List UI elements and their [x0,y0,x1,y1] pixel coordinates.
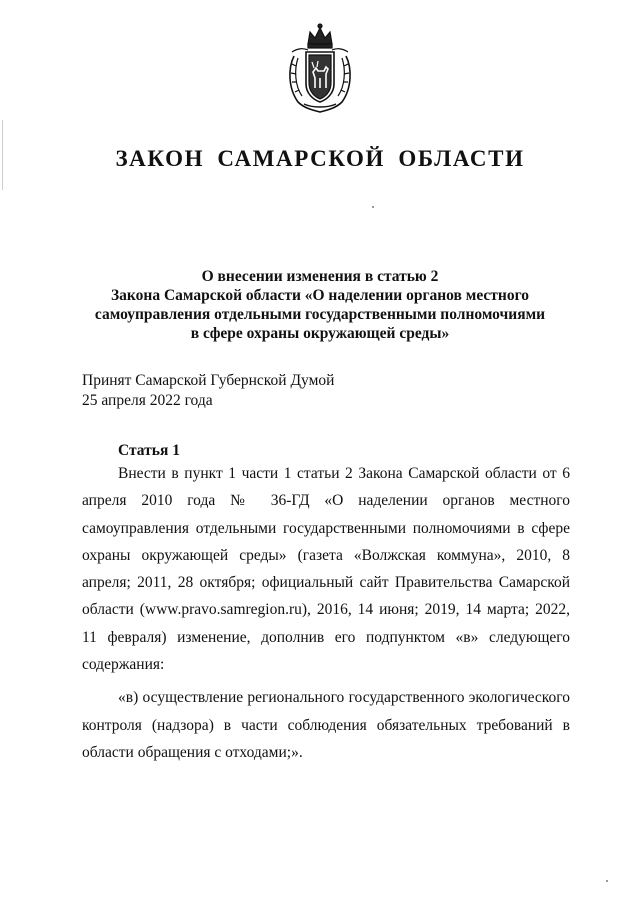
article-paragraph: Внести в пункт 1 части 1 статьи 2 Закона Самарской области от 6 апреля 2010 года № 36-ГД «О наделении органов местного самоуправления отдельными государственными полномочиями в сфере охраны окружающей среды» (газета «Волжская коммуна», 2010, 8 апреля; 2011, 28 октября; официальный сайт Правительства Самарской области (www.pravo.samregion.ru), 2016, 14 июня; 2019, 14 марта; 2022, 11 февраля) изменение, дополнив его подпунктом «в» следующего содержания: [82,465,570,674]
scan-speck [606,880,608,882]
adoption-info [82,371,482,411]
adopted-by: Принят Самарской Губернской Думой [82,372,335,389]
law-subject [90,267,550,343]
article-paragraph: «в) осуществление регионального государственного экологического контроля (надзора) в части соблюдения обязательных требований в области обращения с отходами;». [82,689,570,761]
article-body [82,460,570,766]
article-heading: Статья 1 [118,442,180,459]
law-title: ЗАКОН САМАРСКОЙ ОБЛАСТИ [115,146,525,171]
subject-line: Закона Самарской области «О наделении органов местного [111,287,529,304]
scan-speck [372,206,374,208]
samara-coat-of-arms-icon [284,22,356,114]
subject-line: самоуправления отдельными государственными полномочиями [94,306,546,323]
subject-line: в сфере охраны окружающей среды» [190,325,450,342]
subject-line: О внесении изменения в статью 2 [201,268,439,285]
adoption-date: 25 апреля 2022 года [82,392,213,409]
